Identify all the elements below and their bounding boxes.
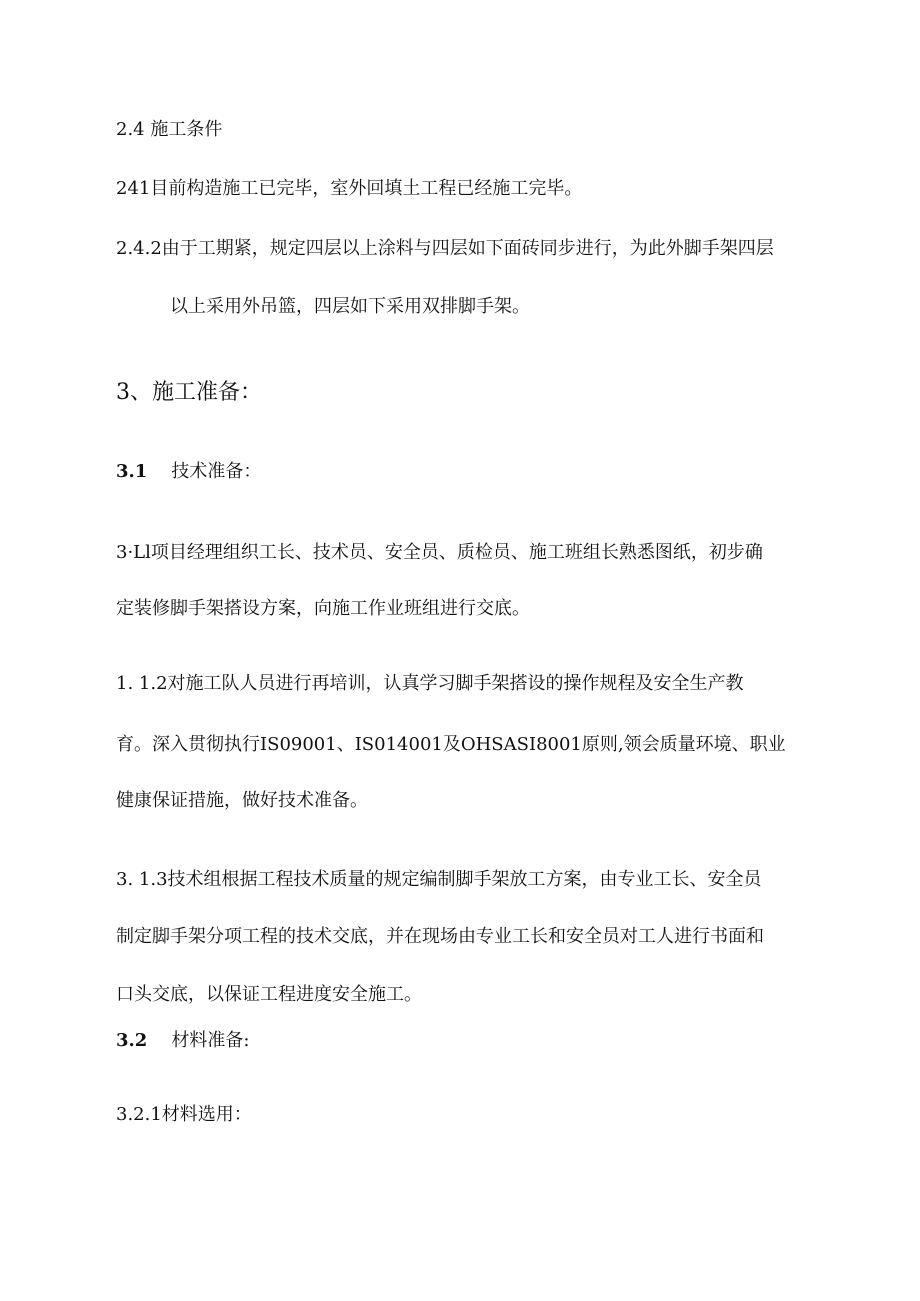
- paragraph-2-4-1: 241目前构造施工已完毕，室外回填土工程已经施工完毕。: [116, 178, 583, 199]
- subsection-3-2-1-heading: 3.2.1材料选用：: [116, 1104, 252, 1125]
- paragraph-2-4-2-line1: 2.4.2由于工期紧，规定四层以上涂料与四层如下面砖同步进行，为此外脚手架四层: [116, 238, 774, 259]
- paragraph-3-1-1-line1: 3·Ll项目经理组织工长、技术员、安全员、质检员、施工班组长熟悉图纸，初步确: [116, 542, 763, 563]
- section-2-4-heading: 2.4 施工条件: [116, 119, 223, 140]
- section-3-2-title: 材料准备:: [171, 1030, 250, 1051]
- paragraph-2-4-2-line2: 以上采用外吊篮，四层如下采用双排脚手架。: [170, 296, 530, 317]
- section-3-1-title: 技术准备：: [171, 461, 262, 482]
- paragraph-3-1-2-line3: 健康保证措施，做好技术准备。: [116, 790, 368, 811]
- section-3-1-heading: [116, 460, 261, 484]
- section-3-2-number: 3.2: [116, 1030, 148, 1051]
- paragraph-3-1-2-line1: 1. 1.2对施工队人员进行再培训，认真学习脚手架搭设的操作规程及安全生产教: [116, 673, 744, 694]
- section-3-1-number: 3.1: [116, 461, 148, 482]
- paragraph-3-1-2-line2: 育。深入贯彻执行IS09001、IS014001及OHSASI8001原则,领会质量环境、职业: [116, 734, 786, 755]
- paragraph-3-1-1-line2: 定装修脚手架搭设方案，向施工作业班组进行交底。: [116, 598, 530, 619]
- paragraph-3-1-3-line1: 3. 1.3技术组根据工程技术质量的规定编制脚手架放工方案，由专业工长、安全员: [116, 869, 762, 890]
- section-3-2-heading: [116, 1029, 249, 1053]
- section-3-heading: 3、施工准备：: [116, 380, 262, 405]
- paragraph-3-1-3-line3: 口头交底，以保证工程进度安全施工。: [116, 984, 422, 1005]
- paragraph-3-1-3-line2: 制定脚手架分项工程的技术交底，并在现场由专业工长和安全员对工人进行书面和: [116, 926, 764, 947]
